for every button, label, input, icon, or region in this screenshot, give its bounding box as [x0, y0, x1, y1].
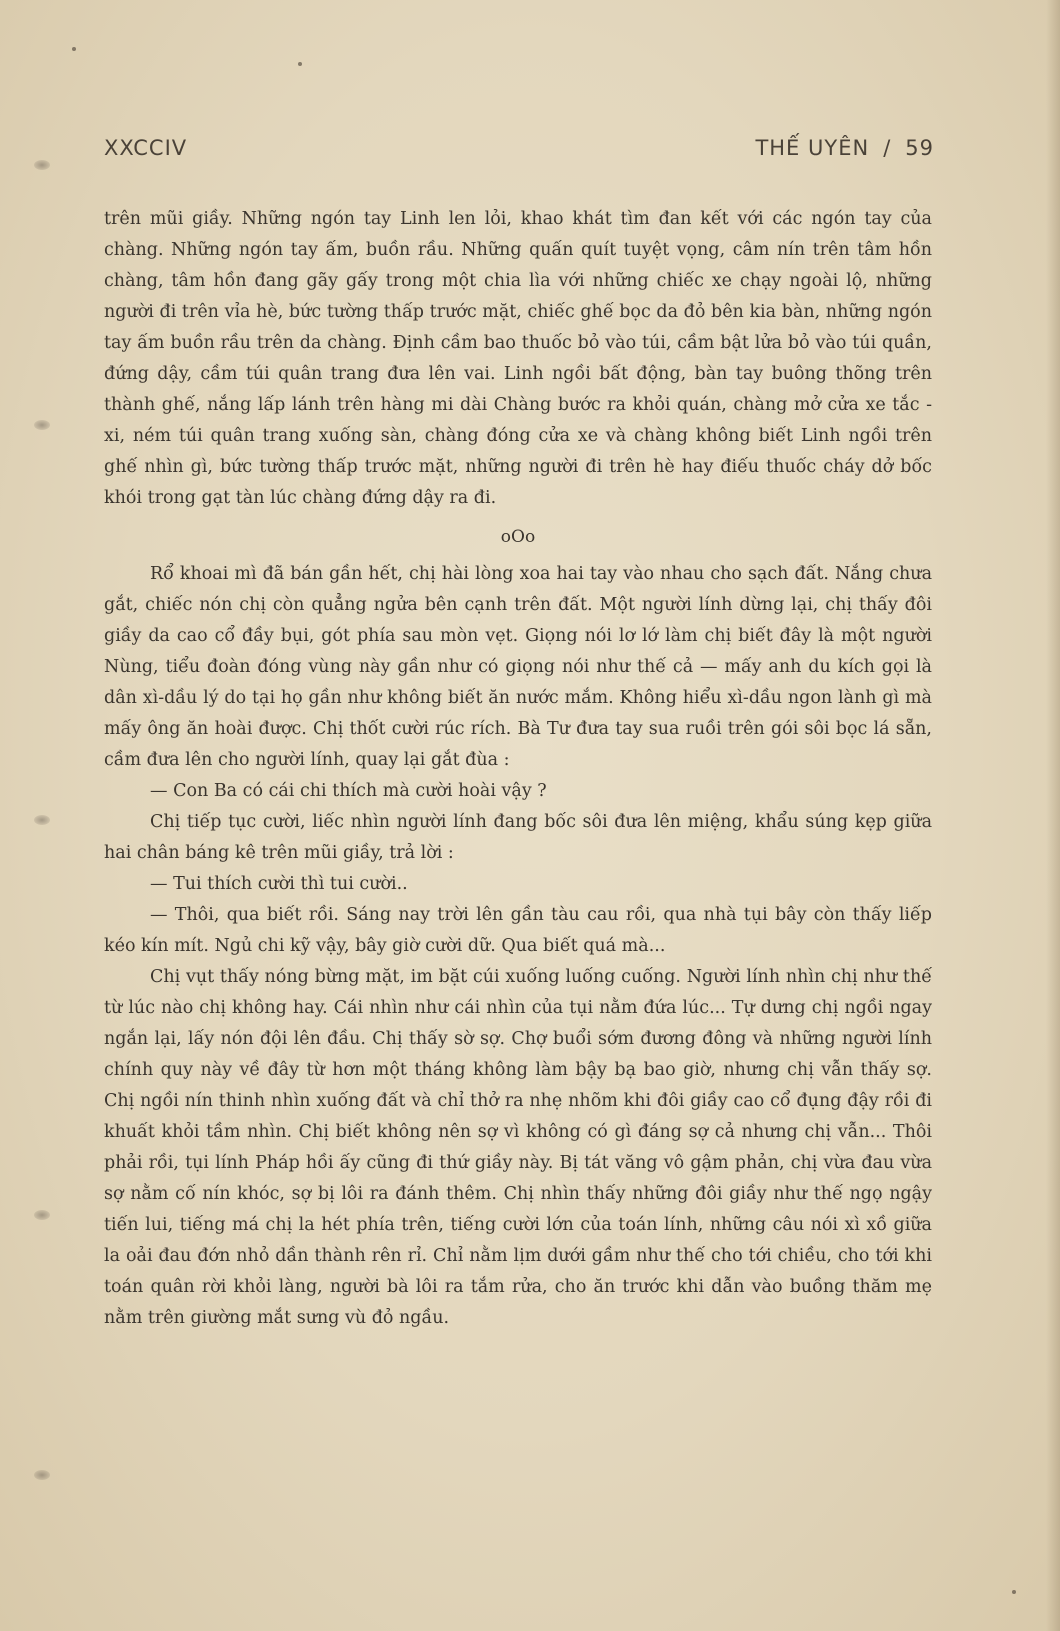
dialogue-line: — Thôi, qua biết rồi. Sáng nay trời lên gần tàu cau rồi, qua nhà tụi bây còn thấy liếp kéo kín mít. Ngủ chi kỹ vậy, bây giờ cười dữ. Qua biết quá mà...	[104, 905, 932, 956]
speck	[1012, 1590, 1016, 1594]
page-number: 59	[905, 136, 934, 160]
dialogue-line: — Tui thích cười thì tui cười..	[150, 874, 408, 894]
body-text	[104, 204, 932, 1334]
paragraph: Rổ khoai mì đã bán gần hết, chị hài lòng xoa hai tay vào nhau cho sạch đất. Nắng chưa gắt, chiếc nón chị còn quẳng ngửa bên cạnh trên đất. Một người lính dừng lại, chị thấy đôi giầy da cao cổ đầy bụi, gót phía sau mòn vẹt. Giọng nói lơ lớ làm chị biết đây là một người Nùng, tiểu đoàn đóng vùng này gần như có giọng nói như thế cả — mấy anh du kích gọi là dân xì-dầu lý do tại họ gần như không biết ăn nước mắm. Không hiểu xì-dầu ngon lành gì mà mấy ông ăn hoài được. Chị thốt cười rúc rích. Bà Tư đưa tay sua ruồi trên gói sôi bọc lá sẵn, cầm đưa lên cho người lính, quay lại gắt đùa :	[104, 564, 932, 770]
paragraph: Chị vụt thấy nóng bừng mặt, im bặt cúi xuống luống cuống. Người lính nhìn chị như thế từ lúc nào chị không hay. Cái nhìn như cái nhìn của tụi nằm đứa lúc... Tự dưng chị ngồi ngay ngắn lại, lấy nón đội lên đầu. Chị thấy sờ sợ. Chợ buổi sớm đương đông và những người lính chính quy này về đây từ hơn một tháng không làm bậy bạ bao giờ, nhưng chị vẫn thấy sợ. Chị ngồi nín thinh nhìn xuống đất và chỉ thở ra nhẹ nhõm khi đôi giầy cao cổ đụng đậy rồi đi khuất khỏi tầm nhìn. Chị biết không nên sợ vì không có gì đáng sợ cả nhưng chị vẫn... Thôi phải rồi, tụi lính Pháp hồi ấy cũng đi thứ giầy này. Bị tát văng vô gậm phản, chị vừa đau vừa sợ nằm cố nín khóc, sợ bị lôi ra đánh thêm. Chị nhìn thấy những đôi giầy như thế ngọ ngậy tiến lui, tiếng má chị la hét phía trên, tiếng cười lớn của toán lính, những câu nói xì xồ giữa la oải đau đớn nhỏ dần thành rên rỉ. Chỉ nằm lịm dưới gầm như thế cho tới chiều, cho tới khi toán quân rời khỏi làng, người bà lôi ra tắm rửa, cho ăn trước khi dẫn vào buồng thăm mẹ nằm trên giường mắt sưng vù đỏ ngầu.	[104, 967, 932, 1328]
running-header	[104, 136, 934, 160]
binding-hole	[34, 815, 50, 825]
dialogue-line: — Con Ba có cái chi thích mà cười hoài vậy ?	[150, 781, 547, 801]
binding-hole	[34, 160, 50, 170]
speck	[298, 62, 302, 66]
binding-hole	[34, 1210, 50, 1220]
binding-hole	[34, 1470, 50, 1480]
author-name: THẾ UYÊN	[755, 136, 870, 160]
chapter-number: XXCCIV	[104, 136, 188, 160]
page-edge-shadow	[1046, 0, 1060, 1631]
paragraph: trên mũi giầy. Những ngón tay Linh len lỏi, khao khát tìm đan kết với các ngón tay của chàng. Những ngón tay ấm, buồn rầu. Những quấn quít tuyệt vọng, câm nín trên tâm hồn chàng, tâm hồn đang gãy gấy trong một chia lìa với những chiếc xe chạy ngoài lộ, những người đi trên vỉa hè, bức tường thấp trước mặt, chiếc ghế bọc da đỏ bên kia bàn, những ngón tay ấm buồn rầu trên da chàng. Định cầm bao thuốc bỏ vào túi, cầm bật lửa bỏ vào túi quần, đứng dậy, cầm túi quân trang đưa lên vai. Linh ngồi bất động, bàn tay buông thõng trên thành ghế, nắng lấp lánh trên hàng mi dài Chàng bước ra khỏi quán, chàng mở cửa xe tắc - xi, ném túi quân trang xuống sàn, chàng đóng cửa xe và chàng không biết Linh ngồi trên ghế nhìn gì, bức tường thấp trước mặt, những người đi trên hè hay điếu thuốc cháy dở bốc khói trong gạt tàn lúc chàng đứng dậy ra đi.	[104, 209, 932, 508]
header-separator: /	[883, 136, 892, 160]
author-page	[755, 136, 934, 160]
speck	[72, 47, 76, 51]
paragraph: Chị tiếp tục cười, liếc nhìn người lính đang bốc sôi đưa lên miệng, khẩu súng kẹp giữa hai chân báng kê trên mũi giầy, trả lời :	[104, 812, 932, 863]
section-separator: oOo	[500, 527, 536, 547]
binding-hole	[34, 420, 50, 430]
